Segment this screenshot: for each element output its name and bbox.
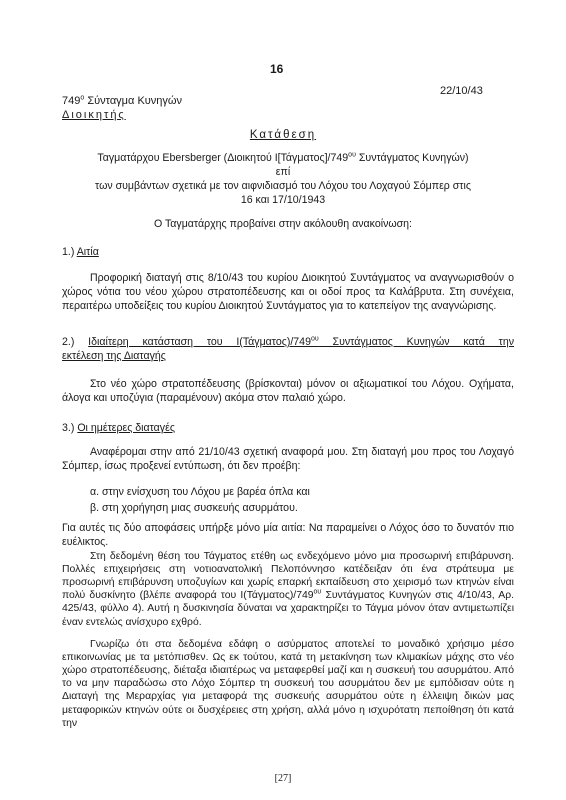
unit-heading [62, 94, 182, 109]
list-item-a: α. στην ενίσχυση του Λόχου με βαρέα όπλα και [90, 486, 310, 498]
section-1-heading: 1.) Αιτία [62, 246, 99, 258]
section-3-heading: 3.) Οι ημέτερες διαταγές [62, 422, 175, 434]
document-subtitle [20, 152, 546, 208]
subtitle-line-4: 16 και 17/10/1943 [240, 193, 326, 206]
subtitle-line-3: των συμβάντων σχετικά με τον αιφνιδιασμό του Λόχου του Λοχαγού Σόμπερ στις [95, 179, 471, 192]
subtitle-line-2: επί [275, 165, 291, 178]
list-item-b: β. στη χορήγηση μιας συσκευής ασυρμάτου. [90, 502, 298, 514]
page-number: 16 [270, 62, 284, 76]
unit-name: Σύνταγμα Κυνηγών [84, 95, 182, 107]
section-3-reason: Για αυτές τις δύο αποφάσεις υπήρξε μόνο μία αιτία: Να παραμείνει ο Λόχος όσο το δυνατόν πιο ευέλικτος. [62, 522, 514, 548]
document-date: 22/10/43 [440, 85, 483, 97]
footer-page-number: [27] [274, 773, 292, 784]
document-title: Κατάθεση [249, 129, 317, 141]
section-3-intro: Αναφέρομαι στην από 21/10/43 σχετική αναφορά μου. Στη διαταγή μου προς του Λοχαγό Σόμπερ, ίσως προξενεί εντύπωση, ότι δεν προέβη: [62, 446, 514, 472]
command-label: Διοικητής [62, 109, 126, 121]
unit-ordinal: ο [80, 94, 85, 102]
announcement: Ο Ταγματάρχης προβαίνει στην ακόλουθη ανακοίνωση: [153, 218, 413, 230]
subtitle-line-1: Ταγματάρχου Ebersberger (Διοικητού $I[Tά\gamma\mu\alpha\tau o\varsigma]/749^{o\upsilon}$ Συντάγματος Κυνηγών) [97, 151, 469, 164]
section-2-heading: 2.) Ιδιαίτερη κατάσταση του $I(Tά\gamma\mu\alpha\tau o\varsigma)/749^{o\upsilon}$ Συντάγματος Κυνηγών κατά την εκτέλεση της Διαταγής [62, 335, 515, 362]
unit-number: 749 [62, 95, 81, 107]
section-3-paragraph-1: Στη δεδομένη θέση του Τάγματος ετέθη ως ενδεχόμενο μόνο μια προσωρινή επιβάρυνση. Πολλές επιχειρήσεις στη νοτιοανατολική Πελοπόννησο κατέδειξαν ότι ένα στράτευμα με προσωρινή επιβάρυνση υποζυγίων και χωρίς επαρκή εκπαίδευση στο χειρισμό των κτηνών είναι πολύ δυσκίνητο (βλέπε αναφορά του $I(Tά\gamma\mu\alpha\tau o\varsigma)/749^{o\upsilon}$ Συντάγματος Κυνηγών στις 4/10/43, Αρ. 425/43, φύλλο 4). Αυτή η δυσκινησία δύναται να χαρακτηρίζει το Τάγμα μόνον όταν αντιμετωπίζει έναν εντελώς ανίσχυρο εχθρό. [62, 551, 514, 628]
section-1-body: Προφορική διαταγή στις 8/10/43 του κυρίου Διοικητού Συντάγματος να αναγνωρισθούν ο χώρος νότια του νέου χώρου στρατοπέδευσης και οι οδοί προς τα Καλάβρυτα. Στη συνέχεια, περαιτέρω υποδείξεις του κυρίου Διοικητού Συντάγματος για το κατεπείγον της αναγνώρισης. [62, 272, 514, 312]
section-3-paragraph-2: Γνωρίζω ότι στα δεδομένα εδάφη ο ασύρματος αποτελεί το μοναδικό χρήσιμο μέσο επικοινωνίας με τα μετόπισθεν. Ως εκ τούτου, κατά τη μετακίνηση των κλιμακίων μάχης στο νέο χώρο στρατοπέδευσης, διέταξα ιδιαιτέρως να μεταφερθεί μαζί και η συσκευή του ασυρμάτου. Από το να μην παραδώσω στο Λόχο Σόμπερ τη συσκευή του ασυρμάτου δεν με εμπόδισαν ούτε η Διαταγή της Μεραρχίας για μεταφορά της συσκευής ασυρμάτου ούτε η έλλειψη δικών μας μεταφορικών κτηνών ούτε οι δυσχέρειες στη χρήση, αλλά μόνο η ισχυρότατη πεποίθηση ότι κατά την [62, 639, 514, 729]
section-2-body: Στο νέο χώρο στρατοπέδευσης (βρίσκονται) μόνον οι αξιωματικοί του Λόχου. Οχήματα, άλογα και υποζύγια (παραμένουν) ακόμα στον παλαιό χώρο. [62, 378, 514, 404]
